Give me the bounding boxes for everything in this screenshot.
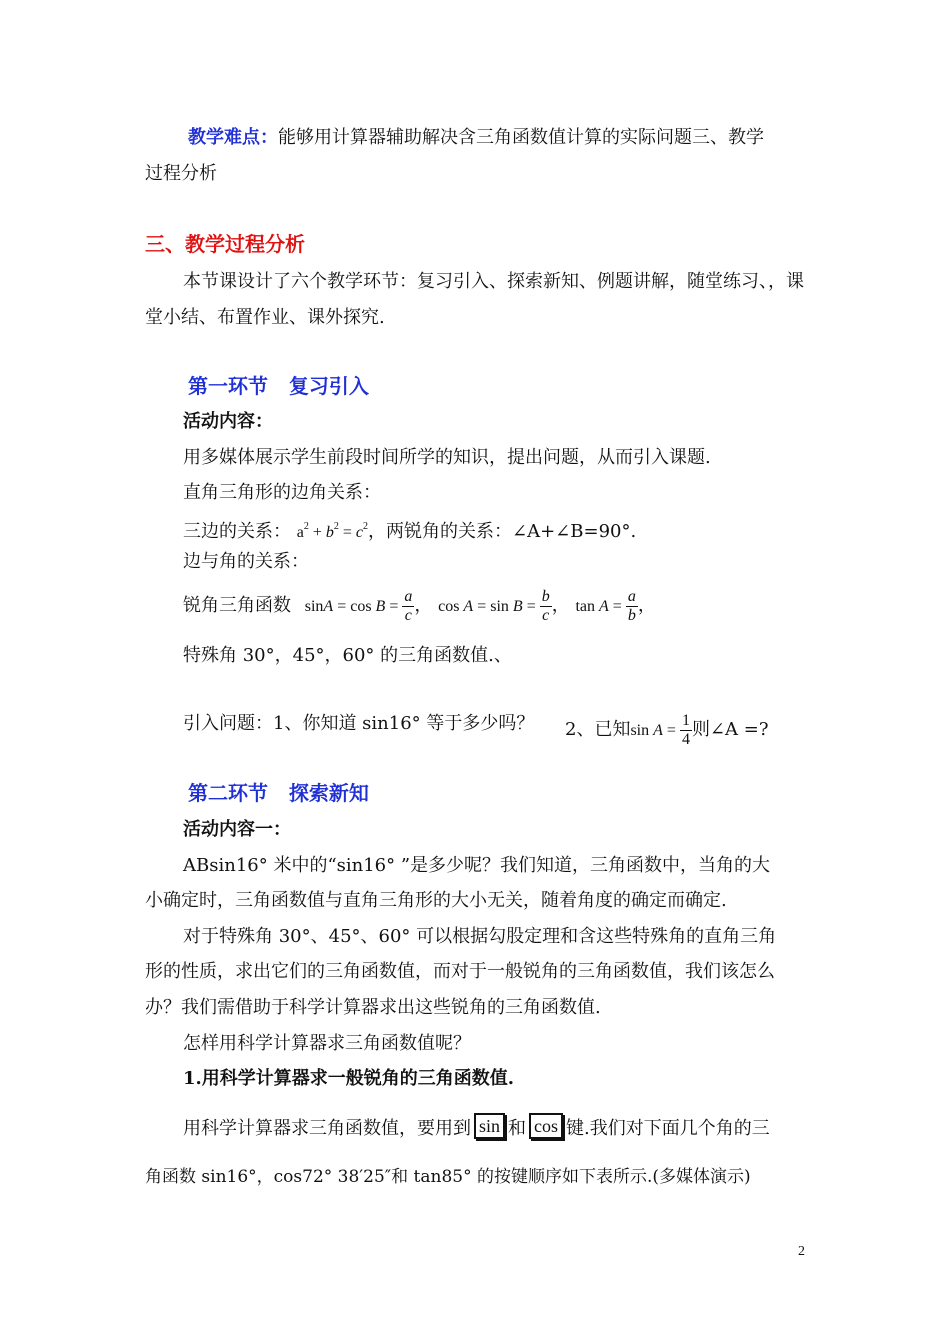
sin-key-icon: sin bbox=[474, 1113, 505, 1139]
part1-line-2: 直角三角形的边角关系： bbox=[183, 482, 381, 503]
question2-suffix: 则∠A =? bbox=[691, 719, 769, 740]
part1-line-4: 边与角的关系： bbox=[183, 551, 309, 572]
keys-and: 和 bbox=[508, 1118, 527, 1139]
part2-p4-line-1 bbox=[183, 1113, 770, 1141]
part2-p2-line-3: 办？我们需借助于科学计算器求出这些锐角的三角函数值. bbox=[145, 997, 601, 1018]
fraction-one-quarter: $\frac{1}{4}$ bbox=[681, 711, 690, 748]
angles-relation: ，两锐角的关系：∠A+∠B=90°. bbox=[368, 521, 637, 542]
difficulty-line-1 bbox=[188, 126, 764, 150]
cos-sin-formula: cos A = sin B = bbox=[438, 598, 540, 615]
keys-suffix: 键.我们对下面几个角的三 bbox=[566, 1118, 770, 1139]
question2-prefix: 2、已知 bbox=[565, 719, 631, 740]
part1-activity-label: 活动内容： bbox=[183, 411, 273, 432]
tan-formula: tan A = bbox=[575, 598, 626, 615]
fraction-a-over-c: $\frac{a}{c}$ bbox=[404, 587, 413, 624]
fraction-a-over-b: $\frac{a}{b}$ bbox=[627, 587, 636, 624]
part2-p2-line-1: 对于特殊角 30°、45°、60° 可以根据勾股定理和含这些特殊角的直角三角 bbox=[183, 926, 777, 947]
part2-p1-line-1: ABsin16° 米中的“sin16° ”是多少呢？我们知道，三角函数中，当角的大 bbox=[183, 855, 771, 876]
part1-heading: 第一环节 复习引入 bbox=[188, 374, 369, 398]
keys-prefix: 用科学计算器求三角函数值，要用到 bbox=[183, 1118, 471, 1139]
sides-relation-label: 三边的关系： bbox=[183, 521, 291, 542]
part2-activity-label: 活动内容一： bbox=[183, 819, 291, 840]
sinA-expression: sin A = bbox=[630, 722, 680, 739]
part2-p1-line-2: 小确定时，三角函数值与直角三角形的大小无关，随着角度的确定而确定. bbox=[145, 890, 727, 911]
pythagoras-formula: $a^2 + b^2 = c^2$ bbox=[296, 521, 369, 541]
section-heading: 三、教学过程分析 bbox=[145, 232, 305, 256]
part1-line-3 bbox=[183, 515, 636, 545]
part1-question-1: 引入问题：1、你知道 sin16° 等于多少吗？ bbox=[183, 713, 535, 734]
part1-line-1: 用多媒体展示学生前段时间所学的知识，提出问题，从而引入课题. bbox=[183, 447, 711, 468]
section-intro-line-1: 本节课设计了六个教学环节：复习引入、探索新知、例题讲解，随堂练习、，课 bbox=[183, 271, 804, 292]
cos-key-icon: cos bbox=[529, 1113, 563, 1139]
difficulty-text: 能够用计算器辅助解决含三角函数值计算的实际问题三、教学 bbox=[278, 127, 764, 148]
sin-cos-formula: sinA = cos B = bbox=[304, 598, 403, 615]
part2-p4-line-2: 角函数 sin16°，cos72° 38′25″和 tan85° 的按键顺序如下表所示.(多媒体演示) bbox=[145, 1167, 751, 1187]
page-number: 2 bbox=[798, 1244, 805, 1259]
difficulty-line-2: 过程分析 bbox=[145, 163, 217, 184]
part1-line-6: 特殊角 30°，45°，60° 的三角函数值.、 bbox=[183, 645, 512, 666]
part2-subheading: 1.用科学计算器求一般锐角的三角函数值. bbox=[183, 1068, 515, 1089]
part2-p2-line-2: 形的性质，求出它们的三角函数值，而对于一般锐角的三角函数值，我们该怎么 bbox=[145, 961, 775, 982]
trig-functions-label: 锐角三角函数 bbox=[183, 595, 291, 616]
fraction-b-over-c: $\frac{b}{c}$ bbox=[541, 587, 550, 624]
part2-p3: 怎样用科学计算器求三角函数值呢？ bbox=[183, 1033, 471, 1054]
section-intro-line-2: 堂小结、布置作业、课外探究. bbox=[145, 307, 385, 328]
part2-heading: 第二环节 探索新知 bbox=[188, 781, 369, 805]
part1-line-5: 锐角三角函数 sinA = cos B = $\frac{a}{c}$ ， cos A = sin B = $\frac{b}{c}$ ， tan A = $\frac{a}{b}$ ， bbox=[183, 587, 656, 624]
difficulty-label: 教学难点： bbox=[188, 127, 278, 148]
part1-question-2 bbox=[565, 710, 768, 751]
